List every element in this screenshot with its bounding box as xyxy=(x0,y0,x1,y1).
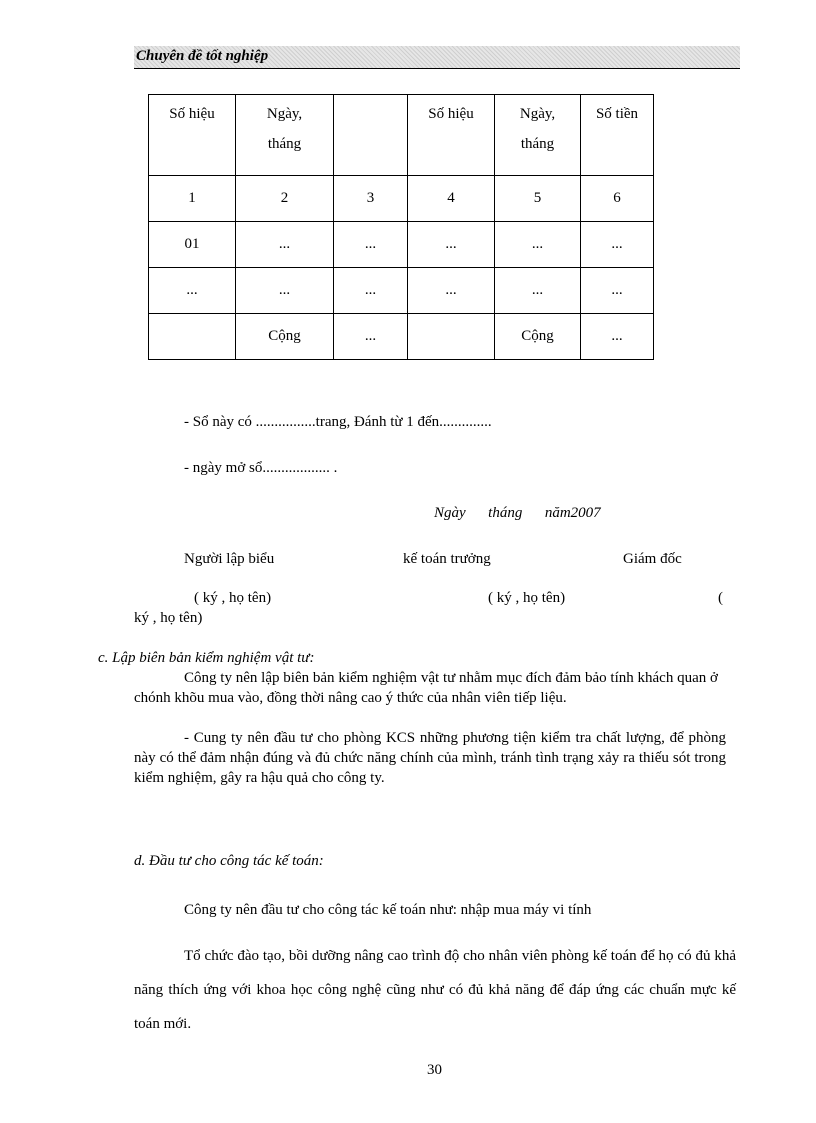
table-row xyxy=(149,268,654,314)
table-cell: ... xyxy=(581,268,654,314)
header-cell: Số hiệu xyxy=(149,95,236,176)
table-index-row xyxy=(149,176,654,222)
table-cell: ... xyxy=(236,222,334,268)
table-cell: 3 xyxy=(334,176,408,222)
table-cell: ... xyxy=(581,222,654,268)
table-cell: ... xyxy=(149,268,236,314)
table-cell: ... xyxy=(495,222,581,268)
date-line: Ngày tháng năm2007 xyxy=(434,505,601,521)
table-cell: ... xyxy=(581,314,654,360)
signature-note-chief-accountant: ( ký , họ tên) xyxy=(488,590,566,606)
header-title: Chuyên đề tốt nghiệp xyxy=(136,48,269,64)
note-pages: - Sổ này có ................trang, Đánh từ 1 đến.............. xyxy=(184,414,492,430)
table-cell xyxy=(408,314,495,360)
page-header xyxy=(134,46,740,69)
header-cell: Ngày, tháng xyxy=(495,95,581,176)
table-total-row xyxy=(149,314,654,360)
section-d-paragraph-2: Tổ chức đào tạo, bồi dưỡng nâng cao trình độ cho nhân viên phòng kế toán để họ có đủ khả năng thích ứng với khoa học công nghệ cũng như có đủ khả năng để đáp ứng các chuẩn mực kế toán mới. xyxy=(134,948,736,1032)
note-open-date: - ngày mở sổ.................. . xyxy=(184,460,338,476)
section-c-heading: c. Lập biên bản kiểm nghiệm vật tư: xyxy=(98,650,315,666)
table-header-row xyxy=(149,95,654,176)
table-row xyxy=(149,222,654,268)
table-cell xyxy=(149,314,236,360)
table-cell: 2 xyxy=(236,176,334,222)
signature-note-preparer: ( ký , họ tên) xyxy=(194,590,272,606)
header-cell: Số hiệu xyxy=(408,95,495,176)
table-cell: ... xyxy=(408,268,495,314)
section-c-paragraph-2: - Cung ty nên đầu tư cho phòng KCS những phương tiện kiểm tra chất lượng, để phòng này có thể đảm nhận đúng và đủ chức năng chính của mình, tránh tình trạng xảy ra thiếu sót trong kiểm nghiệm, gây ra hậu quả cho công ty. xyxy=(134,730,726,786)
header-cell xyxy=(334,95,408,176)
table-cell: 6 xyxy=(581,176,654,222)
signature-title-director: Giám đốc xyxy=(623,551,682,567)
table-cell: ... xyxy=(236,268,334,314)
table-cell: ... xyxy=(334,314,408,360)
header-cell: Ngày, tháng xyxy=(236,95,334,176)
section-d-heading: d. Đầu tư cho công tác kế toán: xyxy=(134,853,324,869)
section-d-paragraph-1: Công ty nên đầu tư cho công tác kế toán như: nhập mua máy vi tính xyxy=(184,902,592,918)
signature-title-preparer: Người lập biểu xyxy=(184,551,275,567)
table-cell: ... xyxy=(334,268,408,314)
table-cell: 5 xyxy=(495,176,581,222)
table-cell: Cộng xyxy=(495,314,581,360)
table-cell: 1 xyxy=(149,176,236,222)
table-cell: Cộng xyxy=(236,314,334,360)
signature-note-director-open: ( xyxy=(718,590,723,606)
table-cell: ... xyxy=(334,222,408,268)
table-cell: 4 xyxy=(408,176,495,222)
header-cell: Số tiền xyxy=(581,95,654,176)
table-cell: ... xyxy=(408,222,495,268)
table-cell: 01 xyxy=(149,222,236,268)
table-cell: ... xyxy=(495,268,581,314)
section-c-paragraph-1: Công ty nên lập biên bản kiểm nghiệm vật tư nhằm mục đích đảm bảo tính khách quan ở chónh khõu mua vào, đồng thời nâng cao ý thức của nhân viên tiếp liệu. xyxy=(134,670,718,706)
signature-title-chief-accountant: kế toán trưởng xyxy=(403,551,491,567)
signature-note-director: ký , họ tên) xyxy=(134,610,203,626)
ledger-table xyxy=(148,94,654,360)
page-number: 30 xyxy=(427,1062,442,1078)
